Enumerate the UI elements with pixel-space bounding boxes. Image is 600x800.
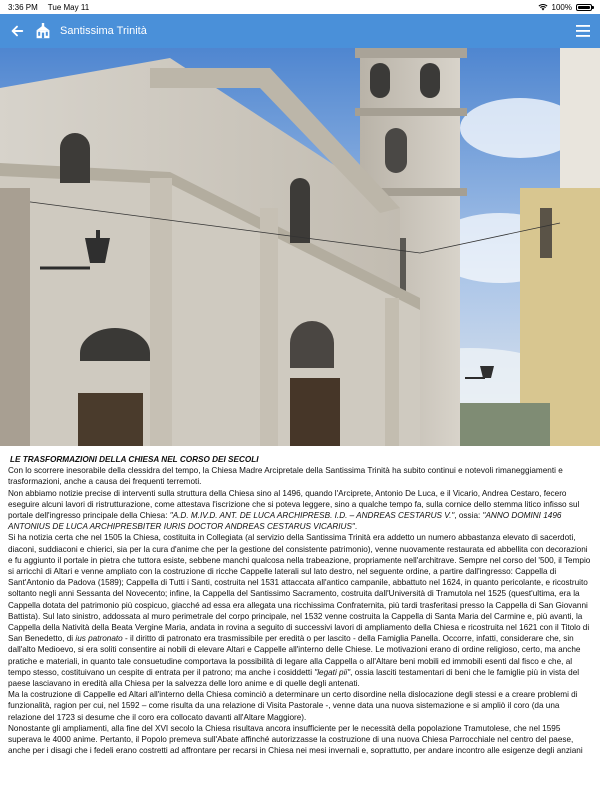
app-bar <box>0 14 600 48</box>
italic-term: ius patronato <box>75 634 123 644</box>
article <box>8 454 592 756</box>
text-span: , ossia: <box>454 511 483 521</box>
status-date: Tue May 11 <box>47 2 90 12</box>
arrow-left-icon <box>10 24 24 38</box>
paragraph: Nonostante gli ampliamenti, alla fine del XVI secolo la Chiesa risultava ancora insufficiente per le necessità della popolazione Tramutolese, che nel 1595 superava le 4000 anime. Pertanto, il Popolo premeva sull'Abate affinché autorizzasse la costruzione di una nuova Chiesa Parrocchiale nel centro del paese, anche per i disagi che i fedeli erano costretti ad affrontare per recarsi in Chiesa nei mesi invernali e, soprattutto, per andare incontro alle esigenze degli anziani <box>8 723 583 756</box>
text-span: , ossia lasciti testamentari di beni che le famiglie più in vista del paese lasciavano in eredità alla Chiesa per la salvezza delle loro anime e di quelle degli antenati. <box>8 667 580 689</box>
church-logo-icon <box>34 22 52 40</box>
paragraph <box>8 532 592 689</box>
paragraph: Ma la costruzione di Cappelle ed Altari all'interno della Chiesa cominciò a determinare un certo disordine nella dislocazione degli stessi e a creare problemi di funzionalità, ragion per cui, nel 1592 – come risulta da una relazione di Visita Pastorale -, venne data una nuova sistemazione e si ampliò il coro (da una relazione del 1723 si desume che il coro era collocato davanti all'Altare Maggiore). <box>8 690 578 722</box>
battery-level <box>578 6 590 9</box>
paragraph <box>8 488 592 533</box>
article-heading: LE TRASFORMAZIONI DELLA CHIESA NEL CORSO DEI SECOLI <box>10 455 259 464</box>
text-span: . <box>354 522 358 532</box>
battery-icon <box>576 4 592 11</box>
status-time: 3:36 PM <box>8 2 38 12</box>
back-button[interactable] <box>8 22 26 40</box>
status-bar <box>0 0 600 14</box>
page-title: Santissima Trinità <box>60 25 147 37</box>
paragraph: Con lo scorrere inesorabile della clessidra del tempo, la Chiesa Madre Arcipretale della Santissima Trinità ha subito continui e notevoli rimaneggiamenti e trasformazioni, anche a causa dei frequenti terremoti. <box>8 466 563 487</box>
church-photo <box>0 48 600 446</box>
text-span: Non abbiamo notizie precise di interventi sulla struttura della Chiesa sino al 1496, quando l'Arciprete, Antonio De Luca, e il Vicario, Andrea Cestaro, fecero eseguire alcuni lavori di ristrutturazione, come attestava l'iscrizione che si poteva leggere, sino a qualche tempo fa, sulla cornice dello stemma litico infisso sul portale dell'ingresso principale della Chiesa: <box>8 488 580 521</box>
church-illustration <box>0 48 600 446</box>
text-span: - il diritto di patronato era trasmissibile per eredità o per lascito - della Famiglia Panella. Occorre, infatti, considerare che, sin dall'alto Medioevo, si era soliti consentire ai nobili di elevare Altari e Cappelle all'interno delle Chiese. Le motivazioni erano di ordine religioso, certo, ma anche pratiche e materiali, in quanto tale consuetudine comportava la possibilità di legare alla Cappella o all'Altare beni mobili ed immobili esenti dal fisco e che, al tempo stesso, costituivano un cespite di entrata per il patrono; ma anche i cosiddetti <box>8 634 581 677</box>
hamburger-menu-icon <box>576 25 590 37</box>
inscription-translation: "ANNO DOMINI 1496 ANTONIUS DE LUCA ARCHIPRESBITER IURIS DOCTOR ANDREAS CESTARUS VICARIUS" <box>8 511 562 532</box>
menu-button[interactable] <box>574 22 592 40</box>
italic-term: "legati pii" <box>314 667 351 677</box>
wifi-icon <box>538 3 548 11</box>
text-span: Si ha notizia certa che nel 1505 la Chiesa, costituita in Collegiata (al servizio della Santissima Trinità era addetto un numero abbastanza elevato di sacerdoti, diaconi, suddiaconi e chierici, sia per la cura d'anime che per la gestione del consistente patrimonio), venne nuovamente restaurata ed abbellita con decorazioni e fu aggiunto il portale in pietra che tuttora esiste, sebbene manchi qualcosa nella trabeazione, propriamente nell'architrave. Sempre nel corso del '500, il Tempio si arricchì di Altari e venne ampliato con la costruzione di ricche Cappelle laterali sul lato destro, nel seguente ordine, a partire dall'ingresso: Cappella di Sant'Antonio da Padova (1589); Cappella di Tutti i Santi, costruita nel 1531 attaccata all'antico campanile, abbattuto nel 1624, in quanto pericolante, e ricostruito soltanto negli anni Sessanta del Novecento; infine, la Cappella del Santissimo Sacramento, costruita dall'Università di Tramutola nel 1525 (quest'ultima, era la Cappella dotata del patrimonio più cospicuo, giacché ad essa era allegata una ricchissima Confraternita, più tardi trasferitasi presso la Cappella di San Giovanni Battista). Sul lato sinistro, addossata al muro perimetrale del corpo principale, nel 1532 venne costruita la Cappella di Santa Maria del Carmine e, più avanti, la Cappella della Natività della Beata Vergine Maria, andata in rovina a seguito di successivi lavori di ampliamento della Chiesa e ricostruita nel 1621 con il Titolo di San Benedetto, di <box>8 533 591 644</box>
inscription-text: "A.D. M.IV.D. ANT. DE LUCA ARCHIPRESB. I.D. – ANDREAS CESTARUS V." <box>169 511 455 521</box>
battery-percent: 100% <box>551 2 572 12</box>
